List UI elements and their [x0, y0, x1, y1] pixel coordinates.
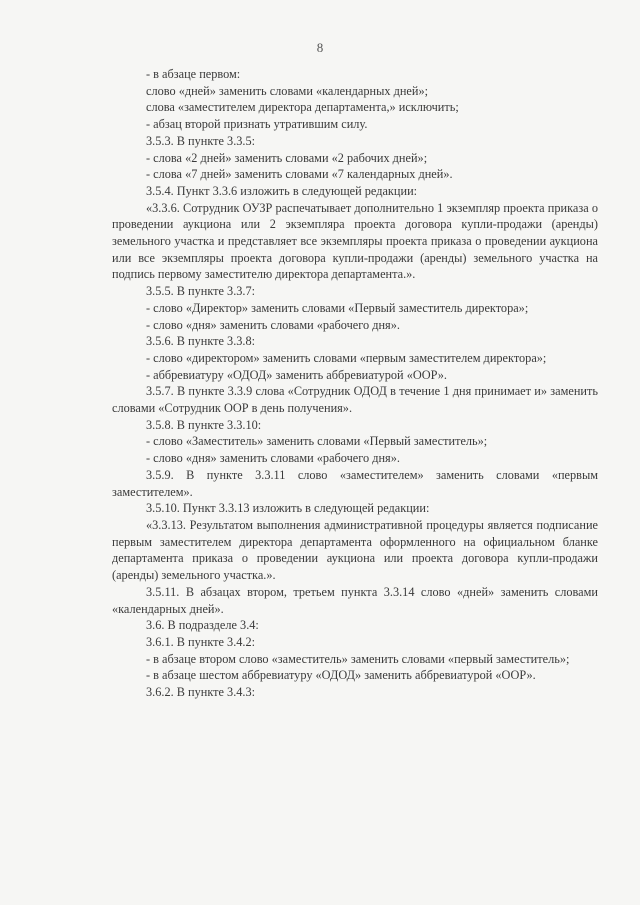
paragraph: - слово «дня» заменить словами «рабочего дня».	[146, 451, 400, 466]
paragraph: - слово «дня» заменить словами «рабочего дня».	[146, 317, 400, 332]
page-number: 8	[316, 40, 324, 55]
paragraph: - слова «2 дней» заменить словами «2 рабочих дней»;	[146, 150, 428, 165]
paragraph: 3.6. В подразделе 3.4:	[146, 618, 259, 633]
paragraph: 3.5.5. В пункте 3.3.7:	[146, 284, 256, 299]
paragraph: 3.5.9. В пункте 3.3.11 слово «заместителем» заменить словами «первым заместителем».	[112, 467, 598, 499]
paragraph: 3.5.11. В абзацах втором, третьем пункта 3.3.14 слово «дней» заменить словами «календарных дней».	[112, 584, 598, 616]
document-body	[112, 66, 598, 701]
paragraph: - в абзаце втором слово «заместитель» заменить словами «первый заместитель»;	[146, 651, 570, 666]
paragraph: 3.6.1. В пункте 3.4.2:	[146, 634, 256, 649]
paragraph: - слово «директором» заменить словами «первым заместителем директора»;	[146, 350, 547, 365]
paragraph: «3.3.6. Сотрудник ОУЗР распечатывает дополнительно 1 экземпляр проекта приказа о проведении аукциона или 2 экземпляра проекта договора купли-продажи (аренды) земельного участка и представляет все экземпляры проекта приказа о проведении аукциона или все экземпляры проекта договора купли-продажи (аренды) земельного участка на подпись первому заместителю директора департамента.».	[112, 200, 598, 282]
paragraph: - аббревиатуру «ОДОД» заменить аббревиатурой «ООР».	[146, 367, 447, 382]
paragraph: слово «дней» заменить словами «календарных дней»;	[146, 83, 429, 98]
paragraph: - в абзаце шестом аббревиатуру «ОДОД» заменить аббревиатурой «ООР».	[146, 668, 536, 683]
paragraph: - слово «Заместитель» заменить словами «Первый заместитель»;	[146, 434, 488, 449]
paragraph: 3.5.3. В пункте 3.3.5:	[146, 133, 256, 148]
paragraph: - слово «Директор» заменить словами «Первый заместитель директора»;	[146, 300, 529, 315]
paragraph: - слова «7 дней» заменить словами «7 календарных дней».	[146, 167, 453, 182]
paragraph: 3.5.7. В пункте 3.3.9 слова «Сотрудник ОДОД в течение 1 дня принимает и» заменить словами «Сотрудник ООР в день получения».	[112, 384, 598, 416]
paragraph: 3.5.10. Пункт 3.3.13 изложить в следующей редакции:	[146, 501, 430, 516]
paragraph: слова «заместителем директора департамента,» исключить;	[146, 100, 459, 115]
paragraph: 3.5.6. В пункте 3.3.8:	[146, 334, 256, 349]
paragraph: 3.6.2. В пункте 3.4.3:	[146, 685, 256, 700]
paragraph: 3.5.8. В пункте 3.3.10:	[146, 417, 262, 432]
paragraph: - в абзаце первом:	[146, 67, 241, 81]
paragraph: - абзац второй признать утратившим силу.	[146, 117, 368, 132]
paragraph: «3.3.13. Результатом выполнения административной процедуры является подписание первым заместителем директора департамента оформленного на официальном бланке департамента приказа о проведении аукциона или проекта договора купли-продажи (аренды) земельного участка.».	[112, 517, 598, 583]
paragraph: 3.5.4. Пункт 3.3.6 изложить в следующей редакции:	[146, 183, 418, 198]
